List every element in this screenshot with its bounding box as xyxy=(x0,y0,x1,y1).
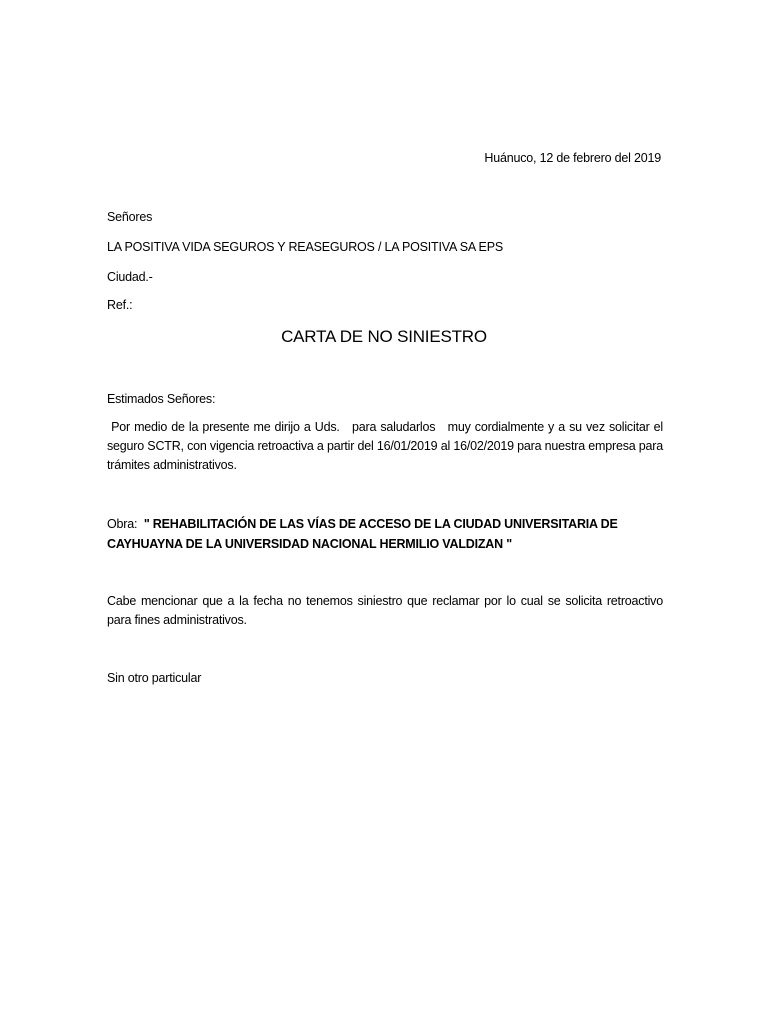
project-reference xyxy=(107,514,663,554)
letter-date: Huánuco, 12 de febrero del 2019 xyxy=(484,151,661,165)
project-label: Obra: xyxy=(107,517,144,531)
body-paragraph-no-claim: Cabe mencionar que a la fecha no tenemos siniestro que reclamar por lo cual se solicita retroactivo para fines administrativos. xyxy=(107,594,663,627)
body-paragraph-request: Por medio de la presente me dirijo a Uds. para saludarlos muy cordialmente y a su vez solicitar el seguro SCTR, con vigencia retroactiva a partir del 16/01/2019 al 16/02/2019 para nuestra empresa para trámites administrativos. xyxy=(107,420,667,472)
project-title: " REHABILITACIÓN DE LAS VÍAS DE ACCESO DE LA CIUDAD UNIVERSITARIA DE CAYHUAYNA DE LA UNIVERSIDAD NACIONAL HERMILIO VALDIZAN " xyxy=(107,517,618,551)
letter-heading: CARTA DE NO SINIESTRO xyxy=(281,327,487,346)
salutation: Estimados Señores: xyxy=(107,392,216,406)
recipient-company: LA POSITIVA VIDA SEGUROS Y REASEGUROS / LA POSITIVA SA EPS xyxy=(107,240,503,254)
closing-line: Sin otro particular xyxy=(107,671,202,685)
reference-line: Ref.: xyxy=(107,298,133,312)
recipient-city: Ciudad.- xyxy=(107,270,153,284)
recipient-title: Señores xyxy=(107,210,153,224)
